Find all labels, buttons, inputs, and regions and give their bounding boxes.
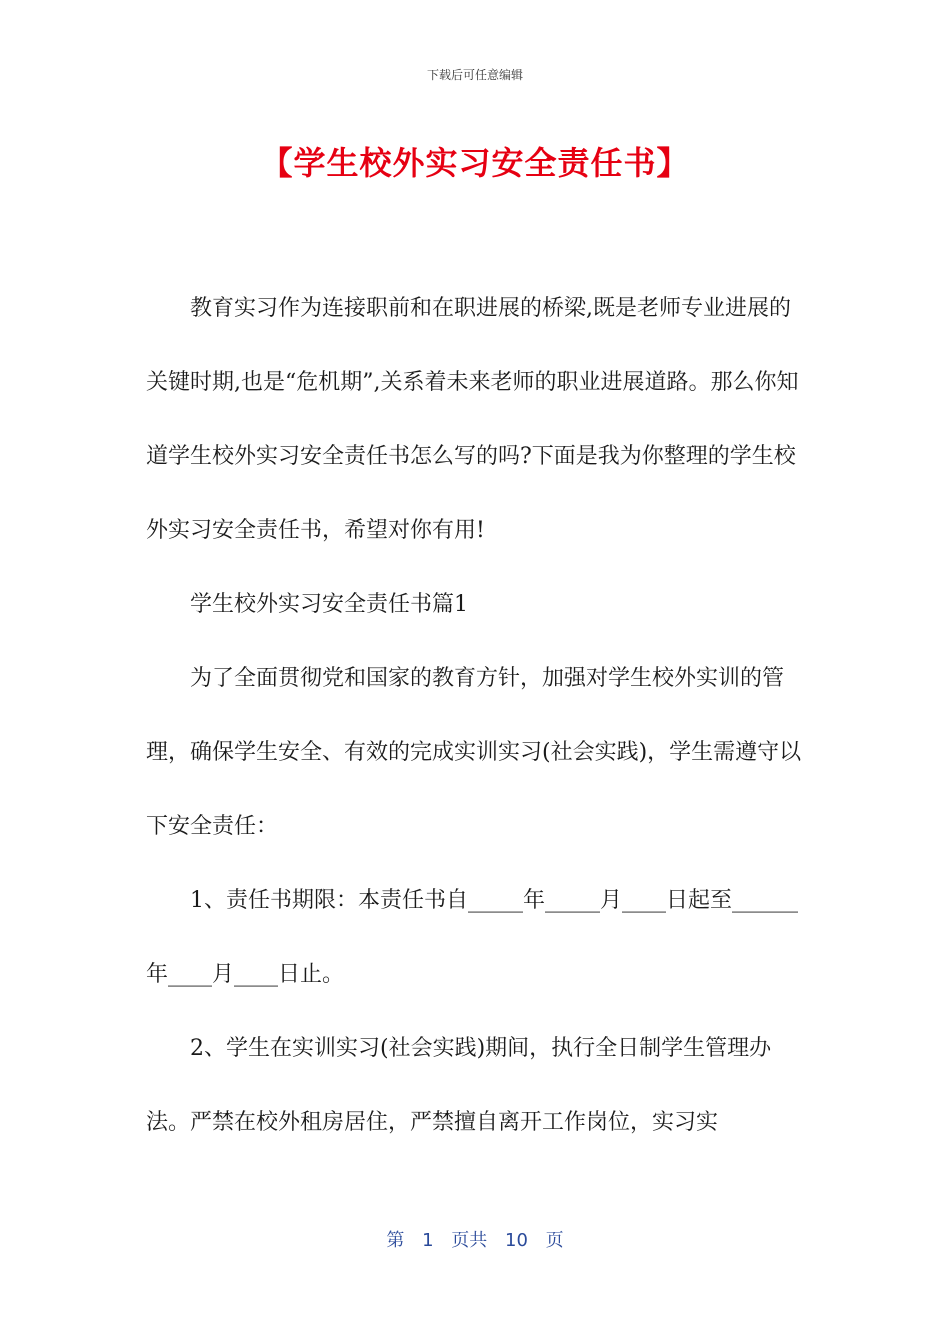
paragraph-section-heading: 学生校外实习安全责任书篇1 bbox=[190, 592, 468, 617]
document-title: 【学生校外实习安全责任书】 bbox=[260, 144, 690, 182]
paragraph-term: 1、责任书期限：本责任书自_____年_____月____日起至______年____月____日止。 bbox=[146, 888, 798, 987]
paragraph-intro: 教育实习作为连接职前和在职进展的桥梁,既是老师专业进展的关键时期,也是“危机期”,关系着未来老师的职业进展道路。那么你知道学生校外实习安全责任书怎么写的吗?下面是我为你整理的学生校外实习安全责任书，希望对你有用! bbox=[146, 296, 799, 543]
paragraph-purpose: 为了全面贯彻党和国家的教育方针，加强对学生校外实训的管理，确保学生安全、有效的完成实训实习(社会实践)，学生需遵守以下安全责任： bbox=[146, 666, 802, 839]
header-note: 下载后可任意编辑 bbox=[426, 68, 523, 82]
paragraph-rules: 2、学生在实训实习(社会实践)期间，执行全日制学生管理办法。严禁在校外租房居住，严禁擅自离开工作岗位，实习实 bbox=[146, 1036, 772, 1135]
document-body bbox=[146, 272, 806, 1160]
page-number-footer: 第 1 页共 10 页 bbox=[386, 1230, 564, 1251]
